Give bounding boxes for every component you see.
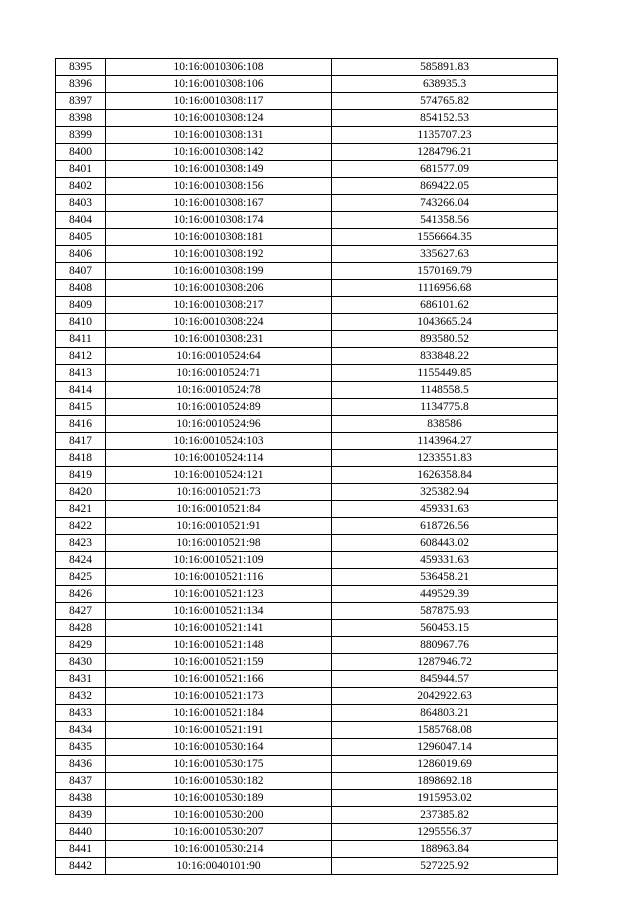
cadastral-number-cell: 10:16:0010521:134 [106, 603, 332, 620]
value-cell: 1585768.08 [332, 722, 558, 739]
table-row [56, 654, 558, 671]
cadastral-number-cell: 10:16:0010306:108 [106, 59, 332, 76]
row-number-cell: 8417 [56, 433, 106, 450]
value-cell: 1915953.02 [332, 790, 558, 807]
cadastral-number-cell: 10:16:0010308:199 [106, 263, 332, 280]
table-row [56, 535, 558, 552]
row-number-cell: 8422 [56, 518, 106, 535]
value-cell: 869422.05 [332, 178, 558, 195]
cadastral-number-cell: 10:16:0010530:200 [106, 807, 332, 824]
table-row [56, 790, 558, 807]
row-number-cell: 8407 [56, 263, 106, 280]
row-number-cell: 8436 [56, 756, 106, 773]
table-row [56, 756, 558, 773]
row-number-cell: 8411 [56, 331, 106, 348]
row-number-cell: 8408 [56, 280, 106, 297]
row-number-cell: 8419 [56, 467, 106, 484]
value-cell: 325382.94 [332, 484, 558, 501]
row-number-cell: 8438 [56, 790, 106, 807]
value-cell: 686101.62 [332, 297, 558, 314]
row-number-cell: 8404 [56, 212, 106, 229]
cadastral-number-cell: 10:16:0010308:124 [106, 110, 332, 127]
cadastral-number-cell: 10:16:0010308:117 [106, 93, 332, 110]
cadastral-number-cell: 10:16:0010308:167 [106, 195, 332, 212]
table-body [56, 59, 558, 875]
value-cell: 1626358.84 [332, 467, 558, 484]
cadastral-number-cell: 10:16:0010308:131 [106, 127, 332, 144]
table-row [56, 484, 558, 501]
value-cell: 541358.56 [332, 212, 558, 229]
cadastral-number-cell: 10:16:0010521:116 [106, 569, 332, 586]
table-row [56, 93, 558, 110]
value-cell: 845944.57 [332, 671, 558, 688]
cadastral-number-cell: 10:16:0010308:192 [106, 246, 332, 263]
table-row [56, 620, 558, 637]
value-cell: 449529.39 [332, 586, 558, 603]
table-row [56, 365, 558, 382]
table-row [56, 705, 558, 722]
data-table [55, 58, 558, 875]
table-row [56, 450, 558, 467]
row-number-cell: 8413 [56, 365, 106, 382]
table-row [56, 110, 558, 127]
value-cell: 585891.83 [332, 59, 558, 76]
row-number-cell: 8426 [56, 586, 106, 603]
table-row [56, 501, 558, 518]
table-row [56, 399, 558, 416]
value-cell: 1295556.37 [332, 824, 558, 841]
value-cell: 833848.22 [332, 348, 558, 365]
value-cell: 864803.21 [332, 705, 558, 722]
table-row [56, 331, 558, 348]
row-number-cell: 8412 [56, 348, 106, 365]
row-number-cell: 8440 [56, 824, 106, 841]
table-row [56, 416, 558, 433]
row-number-cell: 8428 [56, 620, 106, 637]
value-cell: 527225.92 [332, 858, 558, 875]
cadastral-number-cell: 10:16:0010308:142 [106, 144, 332, 161]
row-number-cell: 8403 [56, 195, 106, 212]
value-cell: 2042922.63 [332, 688, 558, 705]
cadastral-number-cell: 10:16:0010530:207 [106, 824, 332, 841]
cadastral-number-cell: 10:16:0010521:109 [106, 552, 332, 569]
cadastral-number-cell: 10:16:0010521:184 [106, 705, 332, 722]
cadastral-number-cell: 10:16:0010308:106 [106, 76, 332, 93]
value-cell: 638935.3 [332, 76, 558, 93]
row-number-cell: 8401 [56, 161, 106, 178]
table-row [56, 178, 558, 195]
cadastral-number-cell: 10:16:0010524:114 [106, 450, 332, 467]
table-row [56, 246, 558, 263]
value-cell: 618726.56 [332, 518, 558, 535]
row-number-cell: 8418 [56, 450, 106, 467]
cadastral-number-cell: 10:16:0010521:191 [106, 722, 332, 739]
cadastral-number-cell: 10:16:0010521:159 [106, 654, 332, 671]
cadastral-number-cell: 10:16:0010308:206 [106, 280, 332, 297]
table-row [56, 433, 558, 450]
row-number-cell: 8439 [56, 807, 106, 824]
table-row [56, 348, 558, 365]
row-number-cell: 8423 [56, 535, 106, 552]
table-row [56, 76, 558, 93]
row-number-cell: 8406 [56, 246, 106, 263]
cadastral-number-cell: 10:16:0010530:175 [106, 756, 332, 773]
value-cell: 459331.63 [332, 552, 558, 569]
row-number-cell: 8431 [56, 671, 106, 688]
table-row [56, 722, 558, 739]
row-number-cell: 8425 [56, 569, 106, 586]
cadastral-number-cell: 10:16:0040101:90 [106, 858, 332, 875]
value-cell: 1556664.35 [332, 229, 558, 246]
cadastral-number-cell: 10:16:0010308:181 [106, 229, 332, 246]
table-row [56, 671, 558, 688]
cadastral-number-cell: 10:16:0010521:98 [106, 535, 332, 552]
cadastral-number-cell: 10:16:0010521:166 [106, 671, 332, 688]
cadastral-number-cell: 10:16:0010524:64 [106, 348, 332, 365]
table-row [56, 773, 558, 790]
row-number-cell: 8396 [56, 76, 106, 93]
row-number-cell: 8435 [56, 739, 106, 756]
cadastral-number-cell: 10:16:0010308:149 [106, 161, 332, 178]
table-row [56, 59, 558, 76]
value-cell: 1287946.72 [332, 654, 558, 671]
row-number-cell: 8409 [56, 297, 106, 314]
value-cell: 854152.53 [332, 110, 558, 127]
table-row [56, 518, 558, 535]
value-cell: 1898692.18 [332, 773, 558, 790]
table-row [56, 467, 558, 484]
row-number-cell: 8402 [56, 178, 106, 195]
value-cell: 608443.02 [332, 535, 558, 552]
value-cell: 1155449.85 [332, 365, 558, 382]
cadastral-number-cell: 10:16:0010521:73 [106, 484, 332, 501]
cadastral-number-cell: 10:16:0010530:182 [106, 773, 332, 790]
cadastral-number-cell: 10:16:0010524:78 [106, 382, 332, 399]
cadastral-number-cell: 10:16:0010530:164 [106, 739, 332, 756]
value-cell: 237385.82 [332, 807, 558, 824]
cadastral-number-cell: 10:16:0010521:173 [106, 688, 332, 705]
row-number-cell: 8398 [56, 110, 106, 127]
table-row [56, 841, 558, 858]
table-row [56, 263, 558, 280]
table-row [56, 807, 558, 824]
value-cell: 1116956.68 [332, 280, 558, 297]
row-number-cell: 8420 [56, 484, 106, 501]
table-row [56, 569, 558, 586]
table-row [56, 195, 558, 212]
value-cell: 880967.76 [332, 637, 558, 654]
cadastral-number-cell: 10:16:0010521:123 [106, 586, 332, 603]
row-number-cell: 8424 [56, 552, 106, 569]
row-number-cell: 8405 [56, 229, 106, 246]
row-number-cell: 8432 [56, 688, 106, 705]
table-row [56, 297, 558, 314]
table-row [56, 127, 558, 144]
value-cell: 1135707.23 [332, 127, 558, 144]
cadastral-number-cell: 10:16:0010524:71 [106, 365, 332, 382]
value-cell: 1284796.21 [332, 144, 558, 161]
cadastral-number-cell: 10:16:0010521:148 [106, 637, 332, 654]
cadastral-number-cell: 10:16:0010521:141 [106, 620, 332, 637]
row-number-cell: 8429 [56, 637, 106, 654]
row-number-cell: 8399 [56, 127, 106, 144]
cadastral-number-cell: 10:16:0010308:156 [106, 178, 332, 195]
table-row [56, 739, 558, 756]
cadastral-number-cell: 10:16:0010530:189 [106, 790, 332, 807]
value-cell: 459331.63 [332, 501, 558, 518]
row-number-cell: 8430 [56, 654, 106, 671]
row-number-cell: 8415 [56, 399, 106, 416]
row-number-cell: 8441 [56, 841, 106, 858]
cadastral-number-cell: 10:16:0010521:91 [106, 518, 332, 535]
row-number-cell: 8427 [56, 603, 106, 620]
cadastral-number-cell: 10:16:0010521:84 [106, 501, 332, 518]
row-number-cell: 8437 [56, 773, 106, 790]
value-cell: 1570169.79 [332, 263, 558, 280]
row-number-cell: 8442 [56, 858, 106, 875]
table-row [56, 314, 558, 331]
table-row [56, 637, 558, 654]
table-row [56, 161, 558, 178]
value-cell: 1286019.69 [332, 756, 558, 773]
value-cell: 587875.93 [332, 603, 558, 620]
value-cell: 536458.21 [332, 569, 558, 586]
table-row [56, 824, 558, 841]
value-cell: 1296047.14 [332, 739, 558, 756]
cadastral-number-cell: 10:16:0010308:174 [106, 212, 332, 229]
value-cell: 893580.52 [332, 331, 558, 348]
value-cell: 1148558.5 [332, 382, 558, 399]
row-number-cell: 8416 [56, 416, 106, 433]
value-cell: 838586 [332, 416, 558, 433]
value-cell: 1233551.83 [332, 450, 558, 467]
cadastral-number-cell: 10:16:0010524:96 [106, 416, 332, 433]
cadastral-number-cell: 10:16:0010308:224 [106, 314, 332, 331]
value-cell: 1143964.27 [332, 433, 558, 450]
row-number-cell: 8395 [56, 59, 106, 76]
table-row [56, 688, 558, 705]
row-number-cell: 8433 [56, 705, 106, 722]
value-cell: 560453.15 [332, 620, 558, 637]
cadastral-number-cell: 10:16:0010524:103 [106, 433, 332, 450]
value-cell: 574765.82 [332, 93, 558, 110]
table-row [56, 382, 558, 399]
row-number-cell: 8434 [56, 722, 106, 739]
row-number-cell: 8421 [56, 501, 106, 518]
value-cell: 1134775.8 [332, 399, 558, 416]
row-number-cell: 8414 [56, 382, 106, 399]
table-row [56, 212, 558, 229]
value-cell: 681577.09 [332, 161, 558, 178]
cadastral-number-cell: 10:16:0010308:217 [106, 297, 332, 314]
cadastral-number-cell: 10:16:0010530:214 [106, 841, 332, 858]
cadastral-number-cell: 10:16:0010524:89 [106, 399, 332, 416]
table-row [56, 603, 558, 620]
table-row [56, 280, 558, 297]
value-cell: 743266.04 [332, 195, 558, 212]
row-number-cell: 8400 [56, 144, 106, 161]
value-cell: 335627.63 [332, 246, 558, 263]
row-number-cell: 8410 [56, 314, 106, 331]
table-row [56, 586, 558, 603]
row-number-cell: 8397 [56, 93, 106, 110]
table-row [56, 144, 558, 161]
table-row [56, 229, 558, 246]
table-row [56, 858, 558, 875]
cadastral-number-cell: 10:16:0010524:121 [106, 467, 332, 484]
table-row [56, 552, 558, 569]
value-cell: 1043665.24 [332, 314, 558, 331]
cadastral-number-cell: 10:16:0010308:231 [106, 331, 332, 348]
value-cell: 188963.84 [332, 841, 558, 858]
